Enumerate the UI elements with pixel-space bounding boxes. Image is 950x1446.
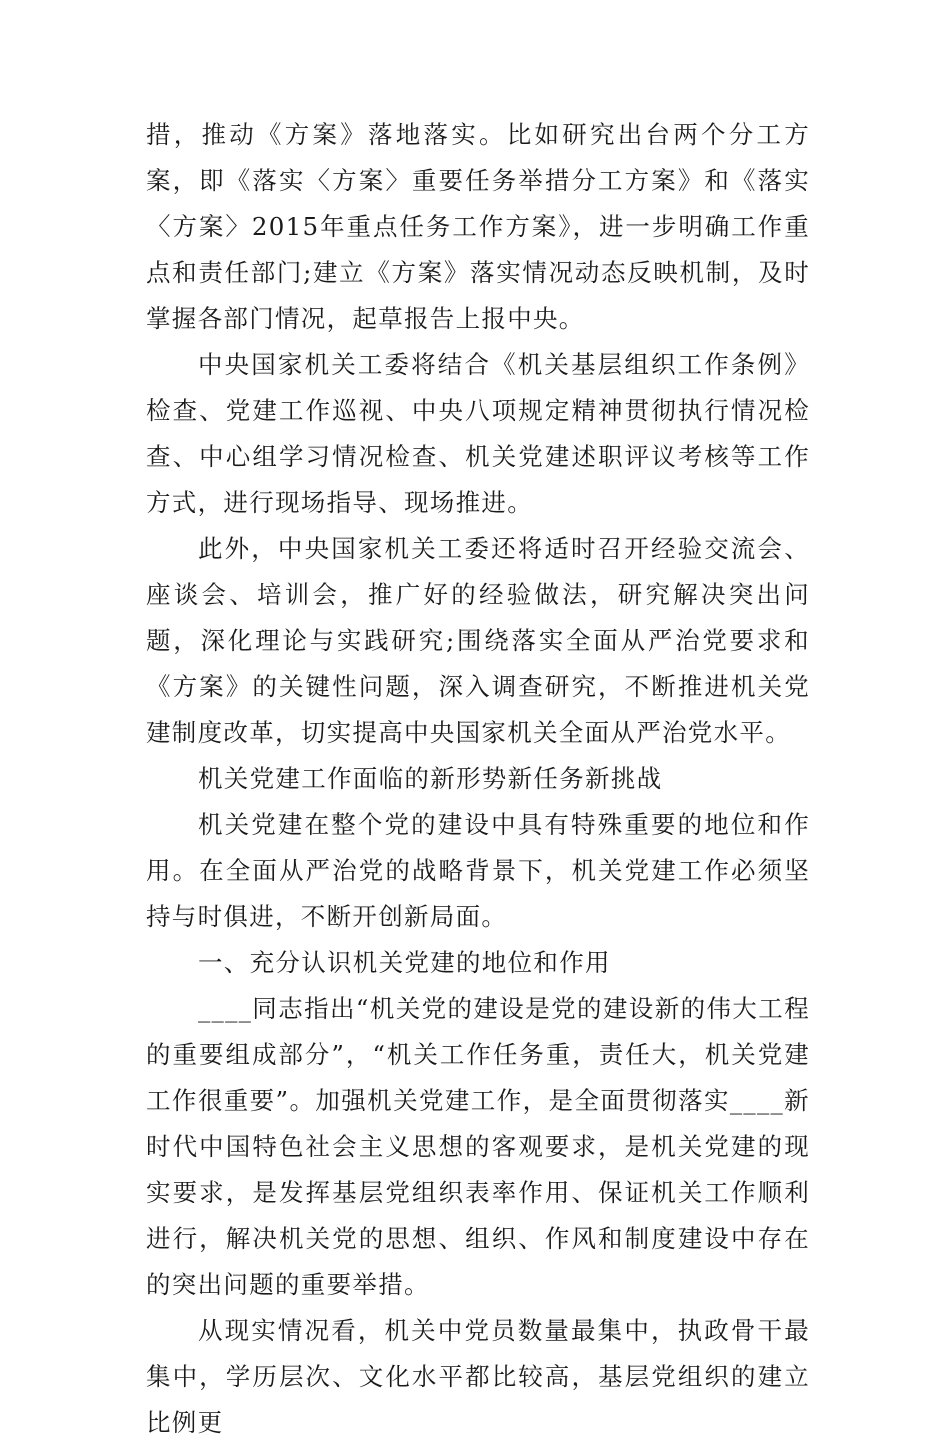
paragraph: ____同志指出“机关党的建设是党的建设新的伟大工程的重要组成部分”，“机关工作任务重，责任大，机关党建工作很重要”。加强机关党建工作，是全面贯彻落实____新时代中国特色社会主义思想的客观要求，是机关党建的现实要求，是发挥基层党组织表率作用、保证机关工作顺利进行，解决机关党的思想、组织、作风和制度建设中存在的突出问题的重要举措。 (146, 994, 810, 1299)
paragraph: 此外，中央国家机关工委还将适时召开经验交流会、座谈会、培训会，推广好的经验做法，研究解决突出问题，深化理论与实践研究;围绕落实全面从严治党要求和《方案》的关键性问题，深入调查研究，不断推进机关党建制度改革，切实提高中央国家机关全面从严治党水平。 (146, 534, 810, 747)
paragraph-continuation: 措，推动《方案》落地落实。比如研究出台两个分工方案，即《落实〈方案〉重要任务举措分工方案》和《落实〈方案〉2015年重点任务工作方案》，进一步明确工作重点和责任部门;建立《方案》落实情况动态反映机制，及时掌握各部门情况，起草报告上报中央。 (146, 120, 810, 333)
section-heading: 机关党建工作面临的新形势新任务新挑战 (198, 764, 663, 793)
paragraph: 机关党建在整个党的建设中具有特殊重要的地位和作用。在全面从严治党的战略背景下，机关党建工作必须坚持与时俱进，不断开创新局面。 (146, 810, 810, 931)
section-heading: 一、充分认识机关党建的地位和作用 (198, 948, 611, 977)
paragraph: 从现实情况看，机关中党员数量最集中，执政骨干最集中，学历层次、文化水平都比较高，基层党组织的建立比例更 (146, 1316, 810, 1437)
paragraph: 中央国家机关工委将结合《机关基层组织工作条例》检查、党建工作巡视、中央八项规定精神贯彻执行情况检查、中心组学习情况检查、机关党建述职评议考核等工作方式，进行现场指导、现场推进。 (146, 350, 810, 517)
document-body (146, 112, 810, 1446)
